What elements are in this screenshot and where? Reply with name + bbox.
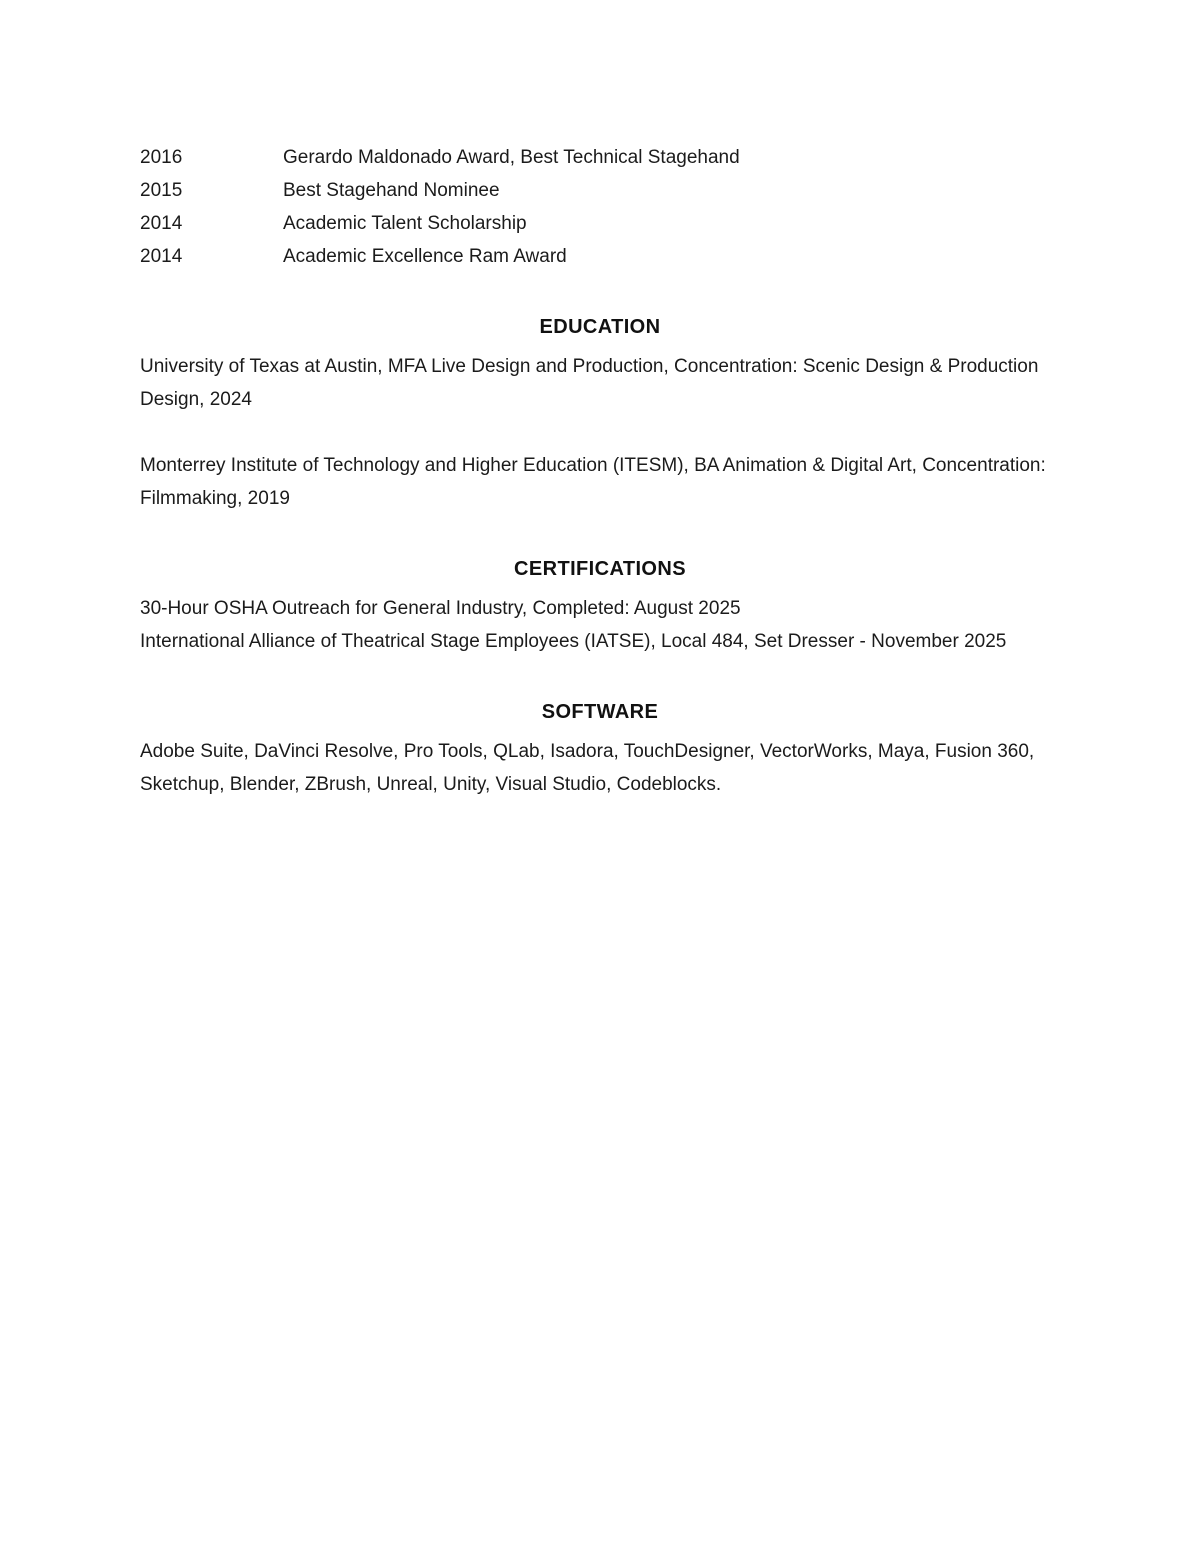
award-description: Academic Excellence Ram Award (283, 246, 567, 267)
award-description: Gerardo Maldonado Award, Best Technical Stagehand (283, 147, 740, 168)
award-description: Academic Talent Scholarship (283, 213, 527, 234)
award-year: 2014 (140, 213, 183, 234)
award-year: 2014 (140, 246, 183, 267)
awards-section (140, 141, 1060, 273)
education-entry: Monterrey Institute of Technology and Higher Education (ITESM), BA Animation & Digital Art, Concentration: Filmmaking, 2019 (140, 455, 1046, 509)
certification-entry: International Alliance of Theatrical Stage Employees (IATSE), Local 484, Set Dresser - November 2025 (140, 631, 1007, 652)
award-row (140, 240, 1060, 273)
award-description: Best Stagehand Nominee (283, 180, 500, 201)
certifications-heading: CERTIFICATIONS (514, 558, 686, 580)
award-year: 2015 (140, 180, 183, 201)
award-year: 2016 (140, 147, 183, 168)
education-section (140, 311, 1060, 515)
software-section (140, 696, 1060, 801)
award-row (140, 207, 1060, 240)
certifications-section (140, 553, 1060, 658)
software-list: Adobe Suite, DaVinci Resolve, Pro Tools, QLab, Isadora, TouchDesigner, VectorWorks, Maya, Fusion 360, Sketchup, Blender, ZBrush, Unreal, Unity, Visual Studio, Codeblocks. (140, 741, 1035, 795)
education-entry: University of Texas at Austin, MFA Live Design and Production, Concentration: Scenic Design & Production Design, 2024 (140, 356, 1039, 410)
award-row (140, 141, 1060, 174)
award-row (140, 174, 1060, 207)
education-heading: EDUCATION (539, 316, 661, 338)
certification-entry: 30-Hour OSHA Outreach for General Industry, Completed: August 2025 (140, 598, 741, 619)
software-heading: SOFTWARE (541, 701, 659, 723)
